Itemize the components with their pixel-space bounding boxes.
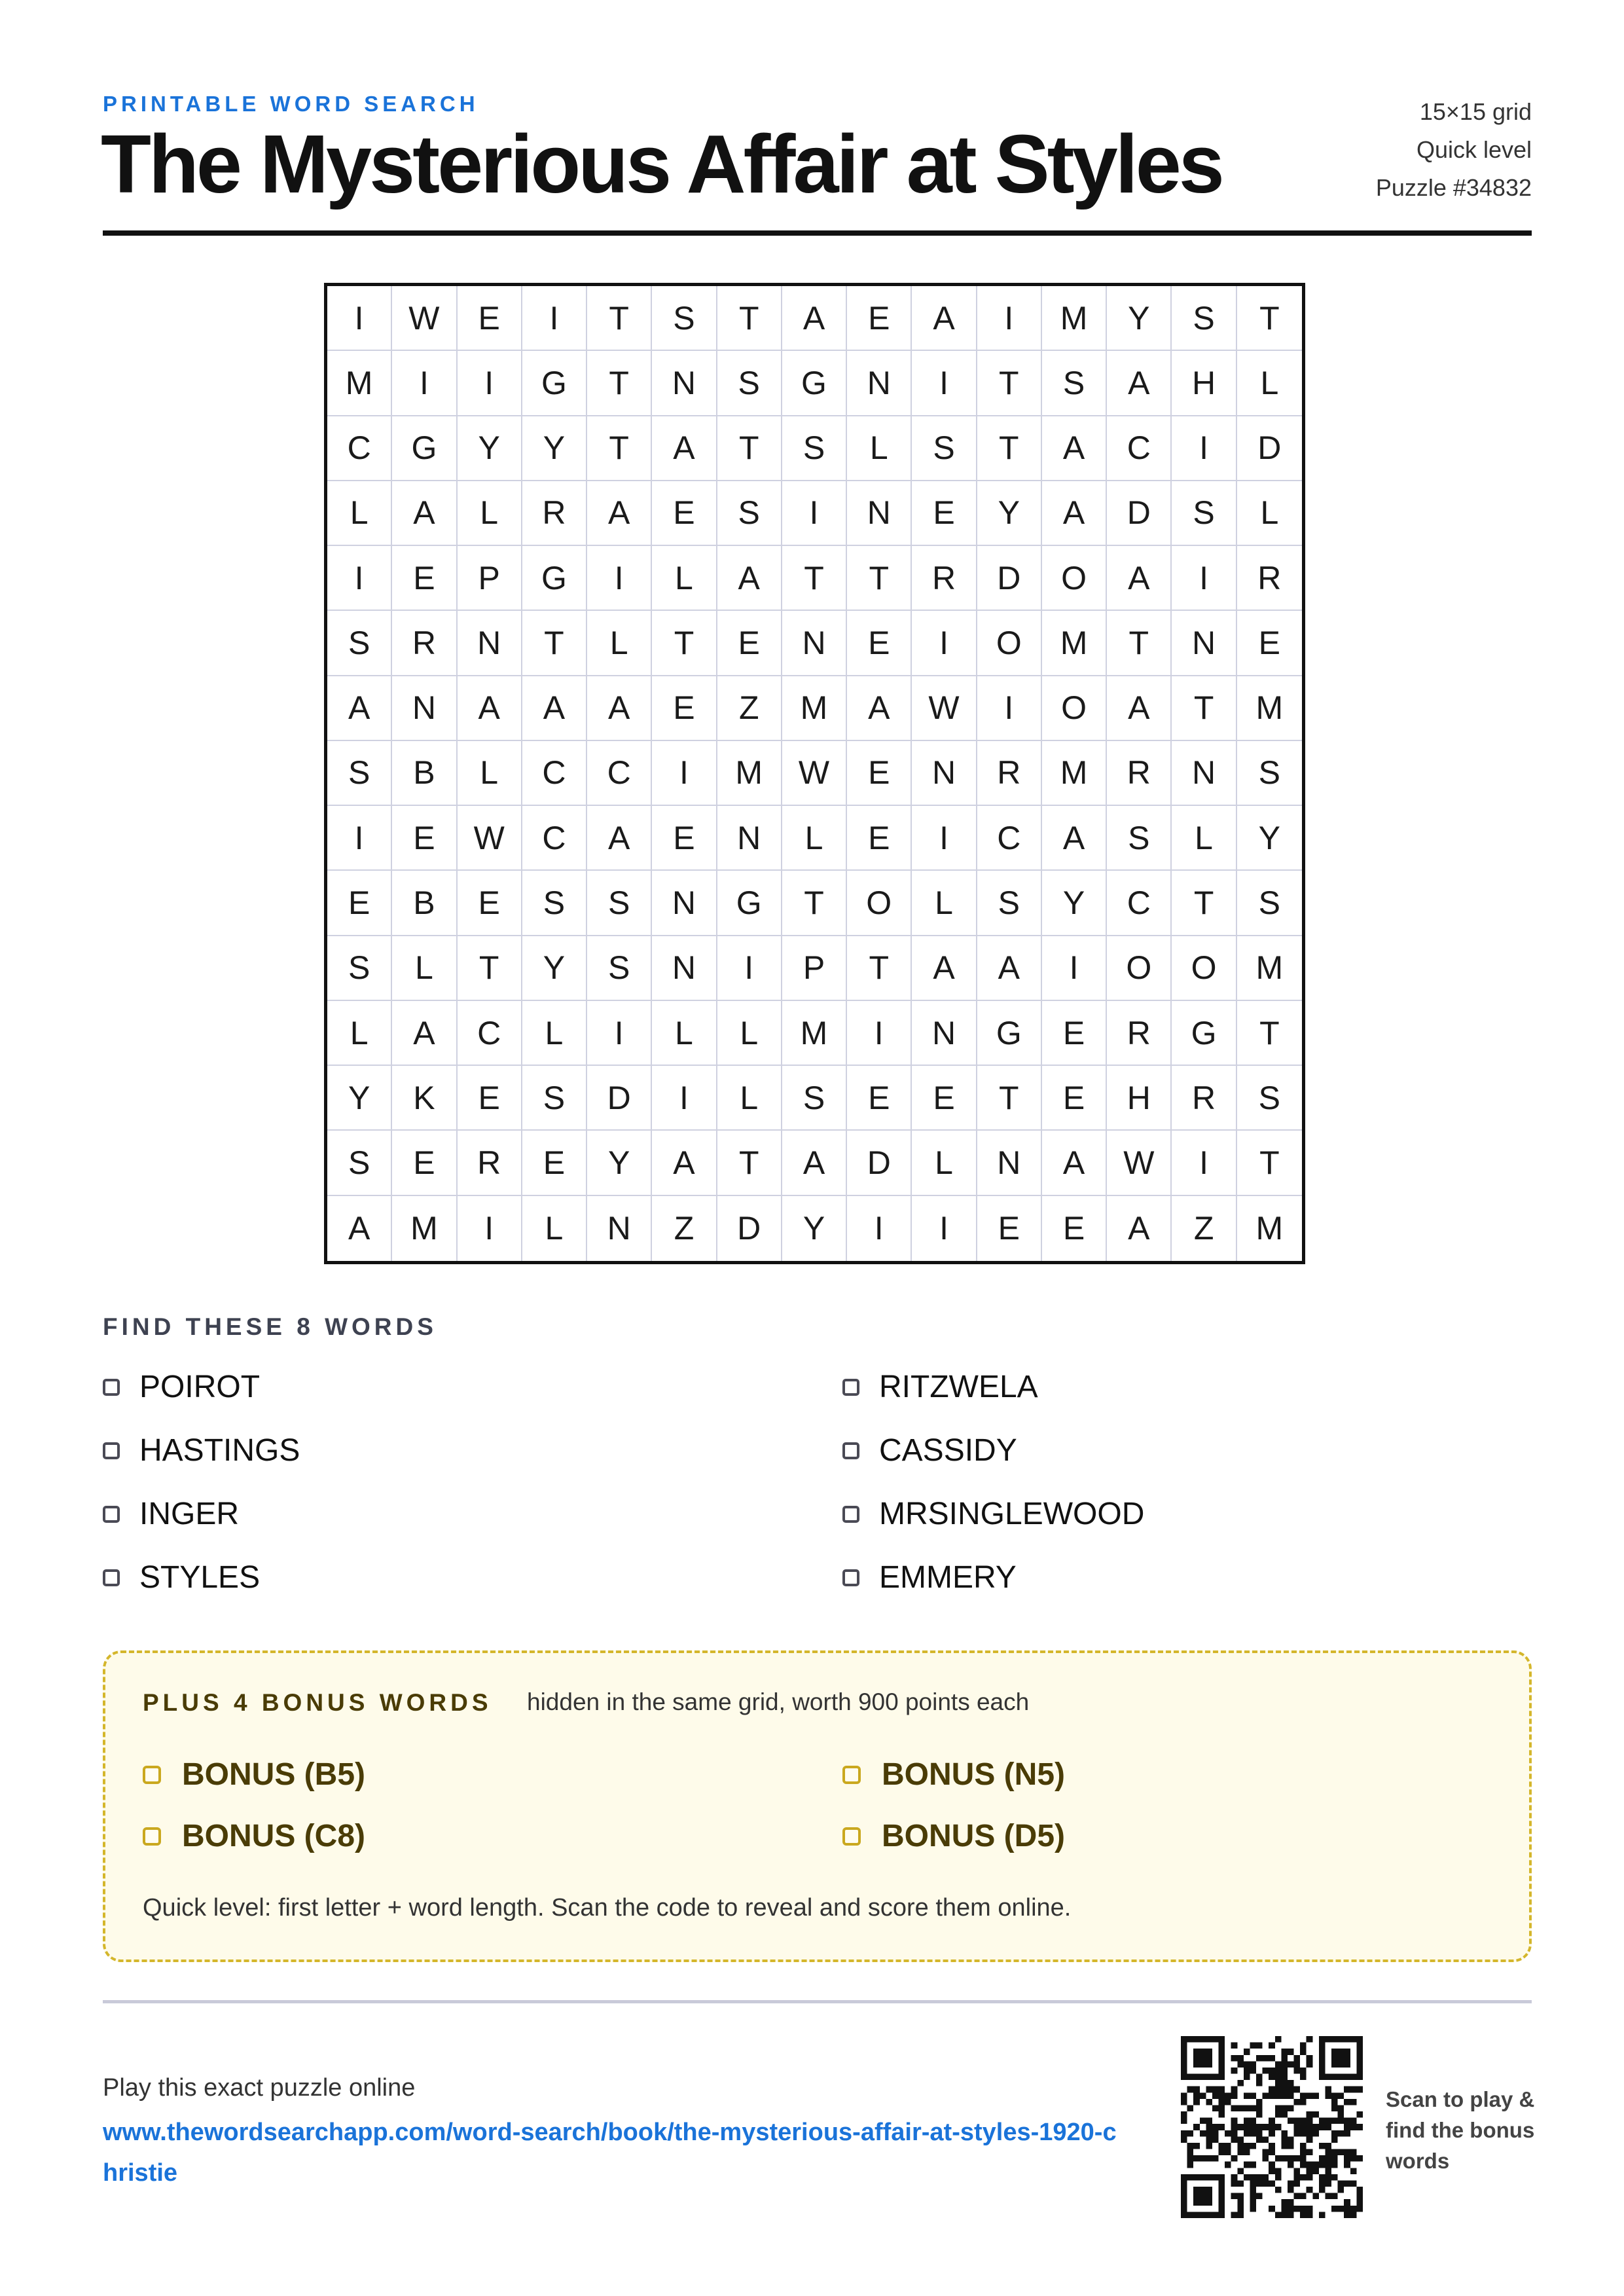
puzzle-url-link[interactable]: www.thewordsearchapp.com/word-search/book/the-mysterious-affair-at-styles-1920-christie (103, 2119, 1117, 2187)
grid-cell[interactable]: E (847, 286, 912, 351)
grid-cell[interactable]: N (977, 1131, 1042, 1195)
grid-cell[interactable]: I (458, 351, 522, 416)
grid-cell[interactable]: I (912, 351, 977, 416)
grid-cell[interactable]: R (977, 741, 1042, 806)
grid-cell[interactable]: N (847, 481, 912, 546)
checkbox-icon[interactable] (842, 1827, 861, 1846)
grid-cell[interactable]: L (327, 1001, 392, 1066)
grid-cell[interactable]: S (912, 416, 977, 481)
grid-cell[interactable]: A (327, 676, 392, 741)
grid-cell[interactable]: I (1172, 416, 1236, 481)
grid-cell[interactable]: C (1107, 416, 1172, 481)
word-label: STYLES (139, 1560, 261, 1595)
play-online-label: Play this exact puzzle online (103, 2074, 416, 2102)
grid-cell[interactable]: R (392, 611, 457, 676)
grid-cell[interactable]: L (458, 481, 522, 546)
grid-cell[interactable]: A (1042, 1131, 1107, 1195)
grid-cell[interactable]: M (717, 741, 782, 806)
grid-cell[interactable]: T (847, 936, 912, 1001)
grid-cell[interactable]: G (1172, 1001, 1236, 1066)
grid-cell[interactable]: S (1107, 806, 1172, 871)
grid-cell[interactable]: S (1237, 1066, 1302, 1131)
grid-cell[interactable]: B (392, 871, 457, 936)
grid-cell[interactable]: E (522, 1131, 587, 1195)
grid-cell[interactable]: A (717, 546, 782, 611)
grid-cell[interactable]: C (327, 416, 392, 481)
header-divider (103, 230, 1532, 236)
grid-cell[interactable]: C (587, 741, 652, 806)
grid-cell[interactable]: N (652, 871, 717, 936)
word-label: CASSIDY (879, 1433, 1017, 1468)
grid-cell[interactable]: T (782, 871, 847, 936)
grid-cell[interactable]: T (717, 1131, 782, 1195)
grid-cell[interactable]: N (1172, 741, 1236, 806)
grid-cell[interactable]: C (1107, 871, 1172, 936)
grid-cell[interactable]: W (912, 676, 977, 741)
bonus-item[interactable] (143, 1818, 365, 1854)
grid-cell[interactable]: O (1172, 936, 1236, 1001)
grid-cell[interactable]: L (652, 546, 717, 611)
grid-cell[interactable]: E (1042, 1196, 1107, 1261)
grid-cell[interactable]: I (327, 286, 392, 351)
grid-cell[interactable]: I (652, 1066, 717, 1131)
grid-cell[interactable]: A (782, 1131, 847, 1195)
grid-cell[interactable]: I (458, 1196, 522, 1261)
grid-cell[interactable]: S (327, 1131, 392, 1195)
grid-cell[interactable]: E (1042, 1001, 1107, 1066)
checkbox-icon[interactable] (842, 1506, 859, 1523)
grid-cell[interactable]: A (652, 416, 717, 481)
grid-cell[interactable]: L (587, 611, 652, 676)
grid-cell[interactable]: G (717, 871, 782, 936)
grid-cell[interactable]: G (977, 1001, 1042, 1066)
grid-cell[interactable]: E (652, 806, 717, 871)
puzzle-number-text: Puzzle #34832 (1375, 174, 1532, 201)
word-item[interactable] (842, 1369, 1038, 1405)
grid-cell[interactable]: T (1237, 1131, 1302, 1195)
word-label: POIROT (139, 1370, 261, 1404)
grid-cell[interactable]: M (782, 676, 847, 741)
bonus-item[interactable] (842, 1757, 1065, 1793)
grid-cell[interactable]: A (1107, 676, 1172, 741)
bonus-word-label: BONUS (B5) (182, 1757, 366, 1792)
grid-cell[interactable]: S (652, 286, 717, 351)
grid-cell[interactable]: L (522, 1196, 587, 1261)
grid-cell[interactable]: S (1237, 741, 1302, 806)
word-item[interactable] (103, 1369, 260, 1405)
grid-cell[interactable]: I (912, 806, 977, 871)
grid-cell[interactable]: O (1042, 546, 1107, 611)
grid-size-text: 15×15 grid (1419, 98, 1532, 125)
grid-cell[interactable]: D (977, 546, 1042, 611)
grid-cell[interactable]: A (392, 481, 457, 546)
bonus-item[interactable] (842, 1818, 1065, 1854)
word-list-label: FIND THESE 8 WORDS (103, 1313, 437, 1340)
grid-cell[interactable]: A (1107, 546, 1172, 611)
grid-cell[interactable]: E (392, 1131, 457, 1195)
word-label: INGER (139, 1497, 240, 1531)
qr-caption: Scan to play & find the bonus words (1386, 2087, 1535, 2173)
grid-cell[interactable]: P (782, 936, 847, 1001)
word-label: EMMERY (879, 1560, 1017, 1595)
grid-cell[interactable]: M (1042, 611, 1107, 676)
grid-cell[interactable]: T (782, 546, 847, 611)
grid-cell[interactable]: L (782, 806, 847, 871)
grid-cell[interactable]: A (1042, 806, 1107, 871)
grid-cell[interactable]: S (1237, 871, 1302, 936)
grid-cell[interactable]: E (847, 741, 912, 806)
grid-cell[interactable]: T (1237, 1001, 1302, 1066)
eyebrow-label: PRINTABLE WORD SEARCH (103, 92, 479, 116)
grid-cell[interactable]: I (652, 741, 717, 806)
grid-cell[interactable]: G (782, 351, 847, 416)
checkbox-icon[interactable] (103, 1506, 120, 1523)
grid-cell[interactable]: G (522, 546, 587, 611)
grid-cell[interactable]: S (717, 481, 782, 546)
grid-cell[interactable]: Y (327, 1066, 392, 1131)
grid-cell[interactable]: S (587, 871, 652, 936)
grid-cell[interactable]: S (327, 741, 392, 806)
grid-cell[interactable]: E (392, 546, 457, 611)
grid-cell[interactable]: S (522, 1066, 587, 1131)
grid-cell[interactable]: I (782, 481, 847, 546)
grid-cell[interactable]: L (912, 871, 977, 936)
grid-cell[interactable]: C (522, 806, 587, 871)
grid-cell[interactable]: L (912, 1131, 977, 1195)
grid-cell[interactable]: N (847, 351, 912, 416)
grid-cell[interactable]: E (652, 676, 717, 741)
grid-cell[interactable]: I (587, 1001, 652, 1066)
letter-grid[interactable] (324, 283, 1305, 1264)
grid-cell[interactable]: B (392, 741, 457, 806)
grid-cell[interactable]: A (458, 676, 522, 741)
grid-cell[interactable]: T (977, 416, 1042, 481)
bonus-item[interactable] (143, 1757, 365, 1793)
grid-cell[interactable]: S (1172, 286, 1236, 351)
word-label: HASTINGS (139, 1433, 300, 1468)
grid-cell[interactable]: T (587, 351, 652, 416)
word-item[interactable] (103, 1559, 260, 1595)
grid-cell[interactable]: S (1042, 351, 1107, 416)
grid-cell[interactable]: L (717, 1001, 782, 1066)
grid-cell[interactable]: M (782, 1001, 847, 1066)
grid-cell[interactable]: T (1107, 611, 1172, 676)
grid-cell[interactable]: T (1172, 676, 1236, 741)
grid-cell[interactable]: I (717, 936, 782, 1001)
bonus-word-label: BONUS (C8) (182, 1819, 366, 1853)
grid-cell[interactable]: S (1172, 481, 1236, 546)
grid-cell[interactable]: C (458, 1001, 522, 1066)
grid-cell[interactable]: E (912, 481, 977, 546)
grid-cell[interactable]: L (392, 936, 457, 1001)
grid-cell[interactable]: I (847, 1196, 912, 1261)
grid-cell[interactable]: L (327, 481, 392, 546)
grid-cell[interactable]: A (652, 1131, 717, 1195)
word-item[interactable] (842, 1559, 1017, 1595)
grid-cell[interactable]: E (458, 286, 522, 351)
grid-cell[interactable]: E (392, 806, 457, 871)
grid-cell[interactable]: A (847, 676, 912, 741)
grid-cell[interactable]: N (652, 351, 717, 416)
grid-cell[interactable]: W (1107, 1131, 1172, 1195)
grid-cell[interactable]: O (977, 611, 1042, 676)
grid-cell[interactable]: N (587, 1196, 652, 1261)
grid-cell[interactable]: Y (458, 416, 522, 481)
grid-cell[interactable]: T (977, 1066, 1042, 1131)
grid-cell[interactable]: A (587, 676, 652, 741)
grid-cell[interactable]: L (847, 416, 912, 481)
grid-cell[interactable]: A (977, 936, 1042, 1001)
word-label: MRSINGLEWOOD (879, 1497, 1145, 1531)
checkbox-icon[interactable] (143, 1766, 161, 1784)
grid-cell[interactable]: I (1172, 1131, 1236, 1195)
grid-cell[interactable]: D (1107, 481, 1172, 546)
grid-cell[interactable]: R (1107, 1001, 1172, 1066)
grid-cell[interactable]: O (847, 871, 912, 936)
grid-cell[interactable]: A (1107, 1196, 1172, 1261)
word-label: RITZWELA (879, 1370, 1038, 1404)
checkbox-icon[interactable] (842, 1569, 859, 1586)
grid-cell[interactable]: E (652, 481, 717, 546)
grid-cell[interactable]: Z (1172, 1196, 1236, 1261)
checkbox-icon[interactable] (103, 1442, 120, 1459)
grid-cell[interactable]: I (327, 806, 392, 871)
grid-cell[interactable]: M (392, 1196, 457, 1261)
grid-cell[interactable]: T (977, 351, 1042, 416)
grid-cell[interactable]: O (1042, 676, 1107, 741)
grid-cell[interactable]: I (977, 286, 1042, 351)
grid-cell[interactable]: A (912, 286, 977, 351)
grid-cell[interactable]: R (1172, 1066, 1236, 1131)
grid-cell[interactable]: E (458, 871, 522, 936)
grid-cell[interactable]: A (392, 1001, 457, 1066)
grid-cell[interactable]: M (1237, 936, 1302, 1001)
checkbox-icon[interactable] (143, 1827, 161, 1846)
grid-cell[interactable]: S (977, 871, 1042, 936)
grid-cell[interactable]: L (522, 1001, 587, 1066)
grid-cell[interactable]: T (587, 416, 652, 481)
grid-cell[interactable]: E (458, 1066, 522, 1131)
grid-cell[interactable]: Y (587, 1131, 652, 1195)
grid-cell[interactable]: N (912, 1001, 977, 1066)
grid-cell[interactable]: O (1107, 936, 1172, 1001)
bonus-label: PLUS 4 BONUS WORDS (143, 1689, 492, 1716)
grid-cell[interactable]: I (977, 676, 1042, 741)
grid-cell[interactable]: D (717, 1196, 782, 1261)
word-item[interactable] (103, 1432, 300, 1468)
grid-cell[interactable]: D (1237, 416, 1302, 481)
grid-cell[interactable]: C (522, 741, 587, 806)
grid-cell[interactable]: L (1172, 806, 1236, 871)
grid-cell[interactable]: E (847, 611, 912, 676)
grid-cell[interactable]: E (847, 1066, 912, 1131)
grid-cell[interactable]: I (912, 611, 977, 676)
grid-cell[interactable]: T (458, 936, 522, 1001)
level-text: Quick level (1416, 136, 1532, 163)
grid-cell[interactable]: T (717, 286, 782, 351)
grid-cell[interactable]: N (782, 611, 847, 676)
grid-cell[interactable]: S (717, 351, 782, 416)
grid-cell[interactable]: T (522, 611, 587, 676)
checkbox-icon[interactable] (103, 1569, 120, 1586)
grid-cell[interactable]: E (977, 1196, 1042, 1261)
grid-cell[interactable]: M (1042, 741, 1107, 806)
grid-cell[interactable]: I (847, 1001, 912, 1066)
grid-cell[interactable]: Y (1107, 286, 1172, 351)
grid-cell[interactable]: I (587, 546, 652, 611)
grid-cell[interactable]: Y (1042, 871, 1107, 936)
grid-cell[interactable]: E (717, 611, 782, 676)
grid-cell[interactable]: L (1237, 481, 1302, 546)
bonus-note: hidden in the same grid, worth 900 points each (527, 1688, 1030, 1715)
grid-cell[interactable]: N (1172, 611, 1236, 676)
puzzle-meta (1376, 93, 1532, 207)
grid-cell[interactable]: G (522, 351, 587, 416)
grid-cell[interactable]: N (458, 611, 522, 676)
grid-cell[interactable]: E (1237, 611, 1302, 676)
grid-cell[interactable]: I (1172, 546, 1236, 611)
grid-cell[interactable]: W (392, 286, 457, 351)
grid-cell[interactable]: I (1042, 936, 1107, 1001)
checkbox-icon[interactable] (842, 1766, 861, 1784)
grid-cell[interactable]: W (458, 806, 522, 871)
grid-cell[interactable]: T (717, 416, 782, 481)
grid-cell[interactable]: T (587, 286, 652, 351)
grid-cell[interactable]: S (327, 936, 392, 1001)
grid-cell[interactable]: I (392, 351, 457, 416)
qr-code-icon[interactable] (1181, 2036, 1363, 2218)
grid-cell[interactable]: M (1042, 286, 1107, 351)
grid-cell[interactable]: Z (652, 1196, 717, 1261)
grid-cell[interactable]: S (522, 871, 587, 936)
checkbox-icon[interactable] (842, 1379, 859, 1396)
grid-cell[interactable]: E (327, 871, 392, 936)
grid-cell[interactable]: M (327, 351, 392, 416)
grid-cell[interactable]: L (1237, 351, 1302, 416)
grid-cell[interactable]: T (847, 546, 912, 611)
grid-cell[interactable]: I (522, 286, 587, 351)
grid-cell[interactable]: H (1172, 351, 1236, 416)
grid-cell[interactable]: S (587, 936, 652, 1001)
grid-cell[interactable]: Y (977, 481, 1042, 546)
grid-cell[interactable]: Y (1237, 806, 1302, 871)
grid-cell[interactable]: R (522, 481, 587, 546)
grid-cell[interactable]: T (1172, 871, 1236, 936)
grid-cell[interactable]: A (1042, 416, 1107, 481)
grid-cell[interactable]: E (912, 1066, 977, 1131)
grid-cell[interactable]: I (912, 1196, 977, 1261)
grid-cell[interactable]: N (912, 741, 977, 806)
grid-cell[interactable]: E (847, 806, 912, 871)
grid-cell[interactable]: I (327, 546, 392, 611)
bonus-word-label: BONUS (N5) (882, 1757, 1066, 1792)
word-item[interactable] (103, 1496, 239, 1532)
word-item[interactable] (842, 1496, 1144, 1532)
grid-cell[interactable]: S (782, 416, 847, 481)
grid-cell[interactable]: Y (522, 416, 587, 481)
grid-cell[interactable]: S (327, 611, 392, 676)
grid-cell[interactable]: Y (522, 936, 587, 1001)
grid-cell[interactable]: R (912, 546, 977, 611)
grid-cell[interactable]: A (587, 481, 652, 546)
bonus-word-label: BONUS (D5) (882, 1819, 1066, 1853)
grid-cell[interactable]: M (1237, 676, 1302, 741)
grid-cell[interactable]: H (1107, 1066, 1172, 1131)
grid-cell[interactable]: D (847, 1131, 912, 1195)
grid-cell[interactable]: M (1255, 1210, 1284, 1247)
grid-cell[interactable]: E (1042, 1066, 1107, 1131)
grid-cell[interactable]: C (977, 806, 1042, 871)
grid-cell[interactable]: Y (782, 1196, 847, 1261)
grid-cell[interactable]: T (1237, 286, 1302, 351)
page-title: The Mysterious Affair at Styles (101, 118, 1222, 210)
grid-cell[interactable]: L (652, 1001, 717, 1066)
grid-cell[interactable]: S (782, 1066, 847, 1131)
grid-cell[interactable]: N (392, 676, 457, 741)
grid-cell[interactable]: L (717, 1066, 782, 1131)
grid-cell[interactable]: N (652, 936, 717, 1001)
grid-cell[interactable]: G (392, 416, 457, 481)
grid-cell[interactable]: A (522, 676, 587, 741)
grid-cell[interactable]: L (458, 741, 522, 806)
bonus-footer-text: Quick level: first letter + word length. Scan the code to reveal and score them online. (143, 1894, 1072, 1922)
grid-cell[interactable]: T (652, 611, 717, 676)
grid-cell[interactable]: R (458, 1131, 522, 1195)
grid-cell[interactable]: R (1107, 741, 1172, 806)
grid-cell[interactable]: P (458, 546, 522, 611)
grid-cell[interactable]: A (1042, 481, 1107, 546)
grid-cell[interactable]: A (587, 806, 652, 871)
grid-cell[interactable]: A (782, 286, 847, 351)
checkbox-icon[interactable] (103, 1379, 120, 1396)
word-item[interactable] (842, 1432, 1017, 1468)
grid-cell[interactable]: A (912, 936, 977, 1001)
grid-cell[interactable]: Z (717, 676, 782, 741)
grid-cell[interactable]: A (327, 1196, 392, 1261)
grid-cell[interactable]: W (782, 741, 847, 806)
checkbox-icon[interactable] (842, 1442, 859, 1459)
grid-cell[interactable]: R (1237, 546, 1302, 611)
grid-cell[interactable]: N (717, 806, 782, 871)
grid-cell[interactable]: A (1107, 351, 1172, 416)
footer-divider (103, 2000, 1532, 2003)
grid-cell[interactable]: K (392, 1066, 457, 1131)
grid-cell[interactable]: D (587, 1066, 652, 1131)
